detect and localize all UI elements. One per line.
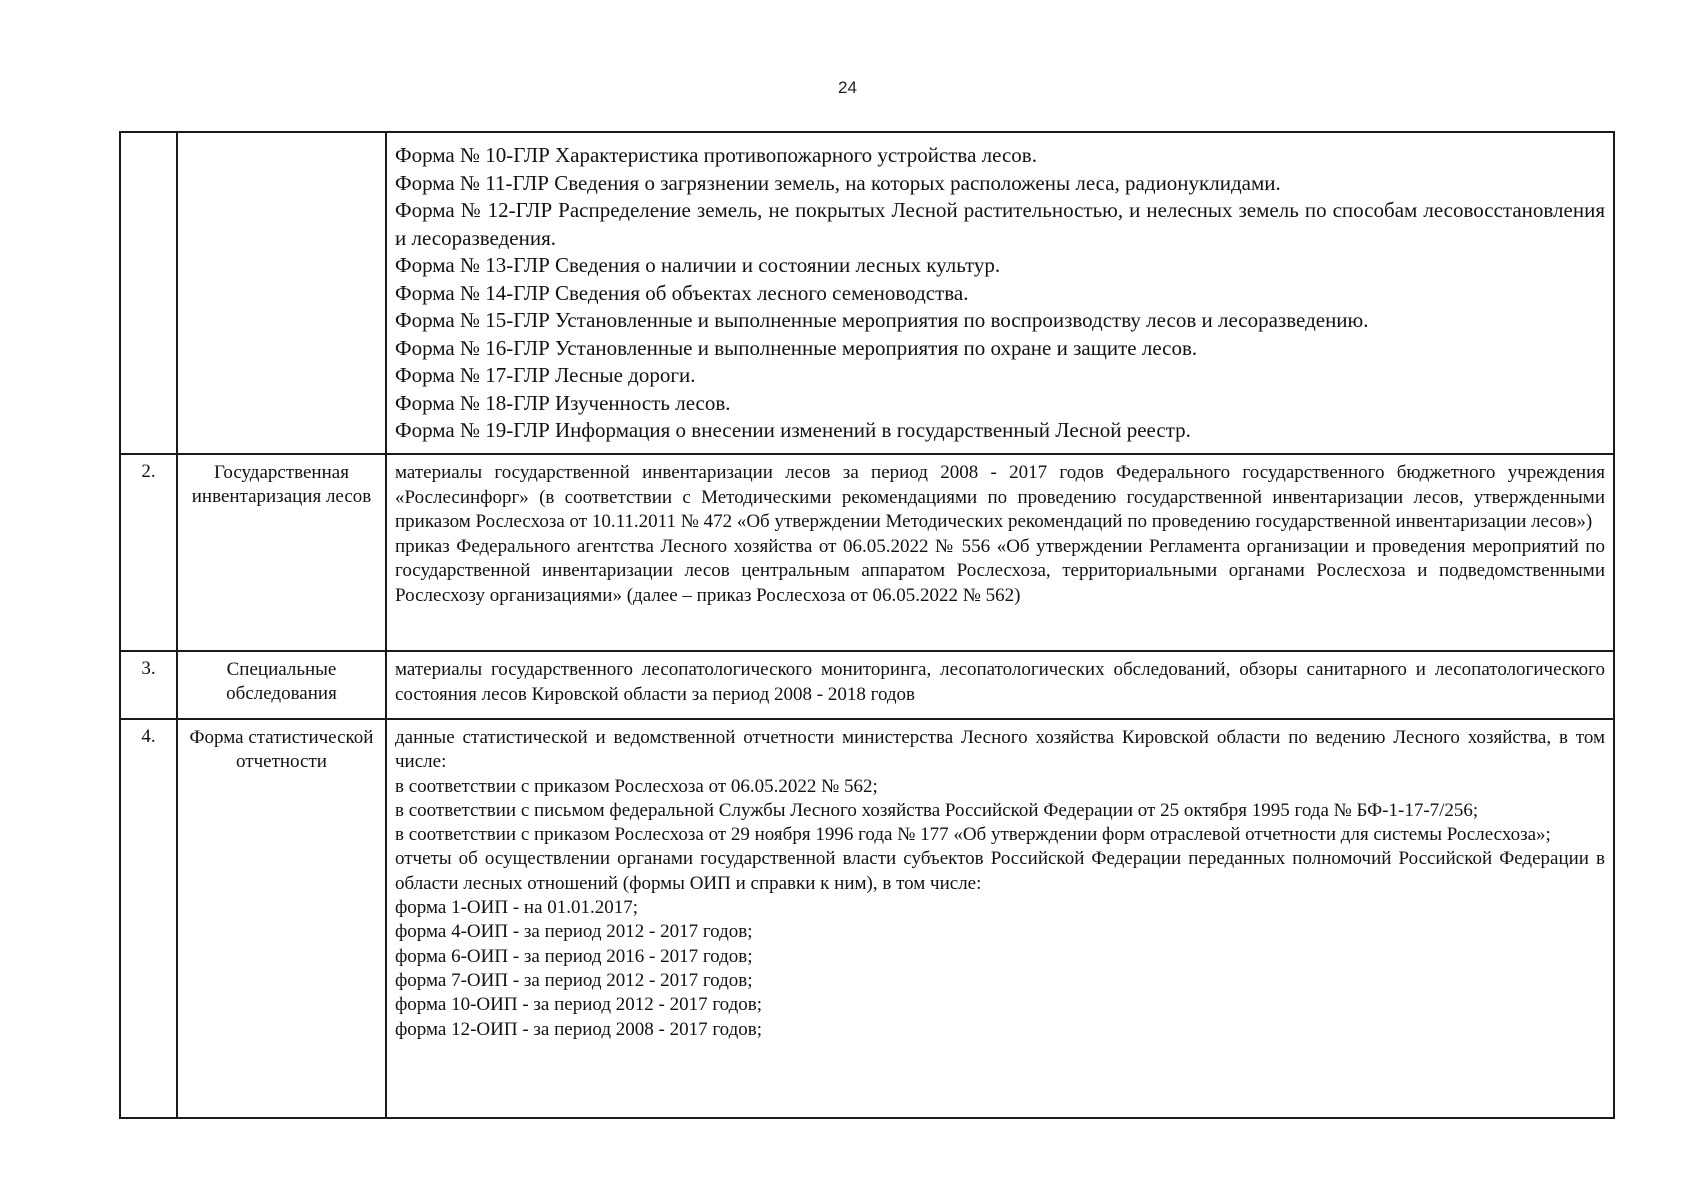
paragraph: материалы государственной инвентаризации лесов за период 2008 - 2017 годов Федерального государственного бюджетного учреждения «Рослесинфорг» (в соответствии с Методическими рекомендациями по проведению государственной инвентаризации лесов, утвержденными приказом Рослесхоза от 10.11.2011 № 472 «Об утверждении Методических рекомендаций по проведению государственной инвентаризации лесов») — [395, 462, 1605, 532]
table-row-4 — [120, 719, 1614, 1118]
paragraph: приказ Федерального агентства Лесного хозяйства от 06.05.2022 № 556 «Об утверждении Регламента организации и проведения мероприятий по государственной инвентаризации лесов центральным аппаратом Рослесхоза, территориальными органами Рослесхоза и подведомственными Рослесхозу организациями» (далее – приказ Рослесхоза от 06.05.2022 № 562) — [395, 535, 1605, 606]
list-item: Форма № 12-ГЛР Распределение земель, не покрытых Лесной растительностью, и нелесных земель по способам лесовосстановления и лесоразведения. — [395, 198, 1605, 250]
list-item: Форма № 11-ГЛР Сведения о загрязнении земель, на которых расположены леса, радионуклидами. — [395, 170, 1281, 195]
paragraph: в соответствии с письмом федеральной Службы Лесного хозяйства Российской Федерации от 25 октября 1995 года № БФ-1-17-7/256; — [395, 799, 1479, 821]
row-description — [386, 651, 1614, 719]
row-number: 2. — [120, 454, 177, 651]
paragraph: данные статистической и ведомственной отчетности министерства Лесного хозяйства Кировской области по ведению Лесного хозяйства, в том числе: — [395, 727, 1605, 773]
list-item: форма 1-ОИП - на 01.01.2017; — [395, 897, 639, 919]
row-title: Специальные обследования — [177, 651, 386, 719]
cell-number-empty — [120, 132, 177, 454]
row-number: 3. — [120, 651, 177, 719]
row-number: 4. — [120, 719, 177, 1118]
list-item: Форма № 14-ГЛР Сведения об объектах лесного семеноводства. — [395, 280, 969, 305]
list-item: Форма № 19-ГЛР Информация о внесении изменений в государственный Лесной реестр. — [395, 418, 1191, 442]
table-row-forms-continued — [120, 132, 1614, 454]
row-title: Форма статистической отчетности — [177, 719, 386, 1118]
cell-name-empty — [177, 132, 386, 454]
row-description — [386, 719, 1614, 1118]
list-item: Форма № 15-ГЛР Установленные и выполненные мероприятия по воспроизводству лесов и лесоразведению. — [395, 308, 1369, 332]
list-item: форма 6-ОИП - за период 2016 - 2017 годов; — [395, 945, 753, 967]
list-item: Форма № 13-ГЛР Сведения о наличии и состоянии лесных культур. — [395, 253, 1001, 277]
cell-forms-list — [386, 132, 1614, 454]
list-item: форма 10-ОИП - за период 2012 - 2017 годов; — [395, 994, 763, 1016]
list-item: Форма № 18-ГЛР Изученность лесов. — [395, 390, 731, 415]
row-description — [386, 454, 1614, 651]
paragraph: материалы государственного лесопатологического мониторинга, лесопатологических обследований, обзоры санитарного и лесопатологического состояния лесов Кировской области за период 2008 - 2018 годов — [395, 659, 1605, 705]
row-title: Государственная инвентаризация лесов — [177, 454, 386, 651]
sources-table — [119, 131, 1615, 1119]
page-number: 24 — [838, 78, 857, 97]
list-item: Форма № 16-ГЛР Установленные и выполненные мероприятия по охране и защите лесов. — [395, 335, 1198, 360]
paragraph: в соответствии с приказом Рослесхоза от 29 ноября 1996 года № 177 «Об утверждении форм отраслевой отчетности для системы Рослесхоза»; — [395, 824, 1551, 846]
list-item: форма 4-ОИП - за период 2012 - 2017 годов; — [395, 921, 753, 943]
list-item: форма 12-ОИП - за период 2008 - 2017 годов; — [395, 1018, 763, 1040]
list-item: Форма № 10-ГЛР Характеристика противопожарного устройства лесов. — [395, 143, 1037, 167]
list-item: форма 7-ОИП - за период 2012 - 2017 годов; — [395, 969, 753, 991]
table-row-3 — [120, 651, 1614, 719]
paragraph: в соответствии с приказом Рослесхоза от 06.05.2022 № 562; — [395, 775, 878, 797]
list-item: Форма № 17-ГЛР Лесные дороги. — [395, 363, 696, 387]
table-row-2 — [120, 454, 1614, 651]
paragraph: отчеты об осуществлении органами государственной власти субъектов Российской Федерации переданных полномочий Российской Федерации в области лесных отношений (формы ОИП и справки к ним), в том числе: — [395, 848, 1605, 894]
